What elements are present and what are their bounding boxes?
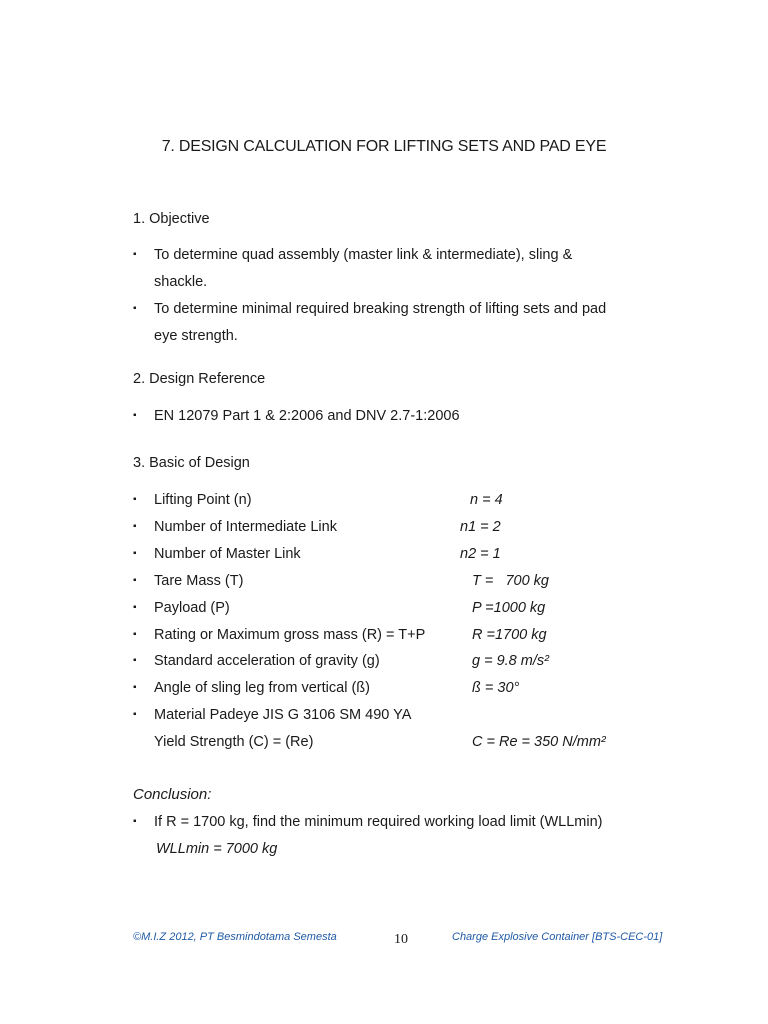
list-item-text: EN 12079 Part 1 & 2:2006 and DNV 2.7-1:2006	[154, 408, 460, 424]
value-text: ß = 30°	[472, 680, 520, 696]
bullet-icon: ▪	[133, 629, 137, 640]
value-text: P =1000 kg	[472, 600, 546, 616]
bullet-icon: ▪	[133, 655, 137, 666]
basic-heading: 3. Basic of Design	[133, 455, 250, 471]
bullet-icon: ▪	[133, 816, 137, 827]
bullet-icon: ▪	[133, 303, 137, 314]
document-title: 7. DESIGN CALCULATION FOR LIFTING SETS AND PAD EYE	[161, 138, 607, 155]
list-item-text: If R = 1700 kg, find the minimum required working load limit (WLLmin)	[154, 814, 603, 830]
bullet-icon: ▪	[133, 249, 137, 260]
bullet-icon: ▪	[133, 709, 137, 720]
bullet-icon: ▪	[133, 682, 137, 693]
page-number: 10	[394, 932, 408, 947]
list-item-text: To determine quad assembly (master link & intermediate), sling &	[154, 247, 573, 263]
list-item-text: Angle of sling leg from vertical (ß)	[154, 680, 370, 696]
yield-strength-value: C = Re = 350 N/mm²	[472, 734, 606, 750]
list-item-text: Number of Intermediate Link	[154, 519, 337, 535]
conclusion-heading: Conclusion:	[133, 786, 212, 803]
value-text: n2 = 1	[460, 546, 501, 562]
value-text: n = 4	[470, 492, 503, 508]
reference-heading: 2. Design Reference	[133, 371, 266, 387]
bullet-icon: ▪	[133, 602, 137, 613]
list-item-text: Standard acceleration of gravity (g)	[154, 653, 380, 669]
bullet-icon: ▪	[133, 410, 137, 421]
value-text: g = 9.8 m/s²	[472, 653, 549, 669]
list-item-text: Payload (P)	[154, 600, 230, 616]
list-item-text: Material Padeye JIS G 3106 SM 490 YA	[154, 707, 412, 723]
list-item-continuation: eye strength.	[154, 328, 238, 344]
footer-copyright: ©M.I.Z 2012, PT Besmindotama Semesta	[133, 931, 337, 943]
bullet-icon: ▪	[133, 494, 137, 505]
value-text: T = 700 kg	[472, 573, 549, 589]
value-text: R =1700 kg	[472, 627, 547, 643]
objective-heading: 1. Objective	[133, 211, 210, 227]
yield-strength-label: Yield Strength (C) = (Re)	[154, 734, 314, 750]
bullet-icon: ▪	[133, 548, 137, 559]
conclusion-result: WLLmin = 7000 kg	[156, 841, 278, 857]
bullet-icon: ▪	[133, 521, 137, 532]
bullet-icon: ▪	[133, 575, 137, 586]
footer-document-id: Charge Explosive Container [BTS-CEC-01]	[452, 931, 663, 943]
value-text: n1 = 2	[460, 519, 501, 535]
list-item-continuation: shackle.	[154, 274, 208, 290]
list-item-text: Rating or Maximum gross mass (R) = T+P	[154, 627, 426, 643]
list-item-text: Tare Mass (T)	[154, 573, 244, 589]
list-item-text: Lifting Point (n)	[154, 492, 252, 508]
list-item-text: To determine minimal required breaking strength of lifting sets and pad	[154, 301, 607, 317]
list-item-text: Number of Master Link	[154, 546, 301, 562]
